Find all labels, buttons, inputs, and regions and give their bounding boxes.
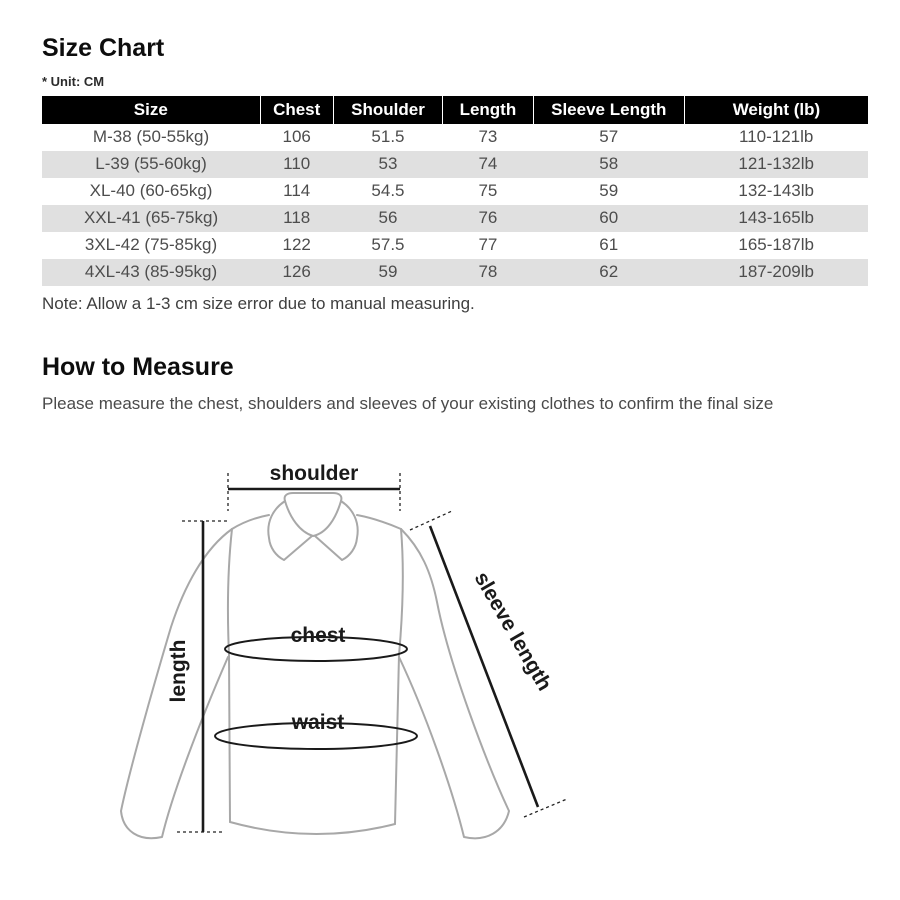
table-cell: 61 (599, 235, 619, 255)
how-to-measure-description: Please measure the chest, shoulders and sleeves of your existing clothes to confirm the final size (42, 393, 774, 413)
length-label: length (167, 639, 190, 703)
table-cell: 132-143lb (738, 181, 814, 201)
table-cell: 114 (283, 181, 311, 201)
table-cell: 57 (599, 127, 619, 147)
waist-label: waist (291, 711, 345, 734)
column-header-chest: Chest (260, 96, 333, 124)
size-table-header (42, 96, 868, 124)
table-row (42, 124, 868, 151)
column-header-sleeve-length: Sleeve Length (533, 96, 684, 124)
measuring-note: Note: Allow a 1-3 cm size error due to manual measuring. (42, 293, 475, 313)
shoulder-label: shoulder (269, 462, 359, 485)
diagram-labels (167, 462, 556, 734)
table-cell: 77 (478, 235, 498, 255)
table-cell: XXL-41 (65-75kg) (83, 208, 219, 228)
table-cell: 126 (282, 262, 311, 282)
column-header-shoulder: Shoulder (333, 96, 442, 124)
table-cell: 59 (378, 262, 398, 282)
hem-path (230, 822, 395, 834)
neck-opening-path (285, 501, 341, 536)
size-chart-page (0, 0, 900, 414)
table-cell: 4XL-43 (85-95kg) (84, 262, 218, 282)
size-chart-title: Size Chart (42, 34, 165, 62)
table-cell: 54.5 (371, 181, 405, 201)
table-cell: M-38 (50-55kg) (92, 127, 210, 147)
table-cell: L-39 (55-60kg) (95, 154, 207, 174)
table-cell: 106 (282, 127, 311, 147)
sleeve-bottom-tick (524, 799, 567, 817)
table-cell: 62 (599, 262, 619, 282)
table-row (42, 232, 868, 259)
table-cell: 165-187lb (738, 235, 814, 255)
table-cell: 58 (599, 154, 619, 174)
chest-label: chest (290, 624, 346, 647)
left-shoulder-seam-path (232, 515, 269, 529)
table-cell: 59 (599, 181, 619, 201)
torso-left-path (228, 529, 232, 822)
table-cell: XL-40 (60-65kg) (89, 181, 213, 201)
size-table (42, 96, 868, 286)
table-cell: 187-209lb (738, 262, 814, 282)
sleeve-length-label: sleeve length (469, 568, 557, 695)
unit-note: * Unit: CM (42, 74, 105, 89)
table-cell: 110 (283, 154, 311, 174)
table-cell: 56 (378, 208, 398, 228)
table-cell: 121-132lb (738, 154, 814, 174)
table-cell: 110-121lb (739, 127, 814, 147)
table-cell: 53 (378, 154, 398, 174)
measurement-diagram (100, 440, 620, 900)
torso-right-path (395, 529, 403, 824)
table-cell: 74 (478, 154, 498, 174)
table-cell: 57.5 (371, 235, 405, 255)
table-cell: 73 (478, 127, 498, 147)
column-header-weight-lb: Weight (lb) (684, 96, 868, 124)
table-cell: 76 (478, 208, 498, 228)
table-row (42, 178, 868, 205)
table-cell: 51.5 (371, 127, 405, 147)
table-row (42, 151, 868, 178)
table-cell: 118 (283, 208, 311, 228)
table-row (42, 259, 868, 286)
column-header-length: Length (443, 96, 533, 124)
table-cell: 60 (599, 208, 619, 228)
size-table-body (42, 124, 868, 286)
table-cell: 143-165lb (738, 208, 814, 228)
table-cell: 3XL-42 (75-85kg) (84, 235, 218, 255)
table-cell: 75 (478, 181, 498, 201)
table-cell: 78 (478, 262, 498, 282)
collar-top-path (285, 493, 342, 501)
table-cell: 122 (282, 235, 311, 255)
how-to-measure-title: How to Measure (42, 352, 234, 381)
collar-left-wing-path (268, 501, 312, 560)
table-row (42, 205, 868, 232)
header-row (42, 96, 868, 124)
column-header-size: Size (42, 96, 260, 124)
collar-right-wing-path (315, 501, 358, 560)
right-shoulder-seam-path (357, 515, 401, 529)
